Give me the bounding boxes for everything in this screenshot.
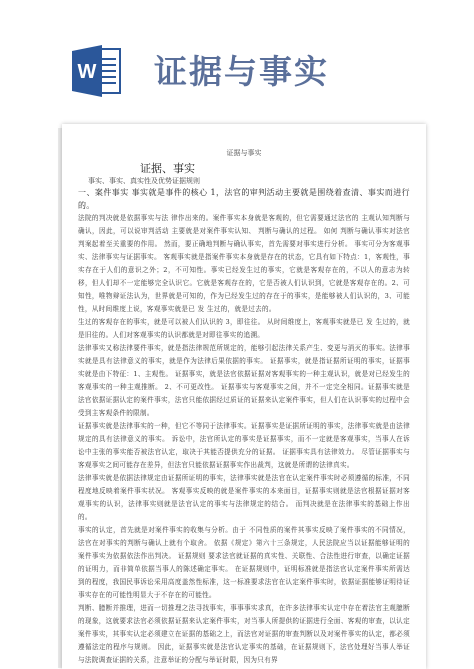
page-heading: 证据、事实: [140, 162, 195, 175]
document-body: [78, 186, 410, 667]
paragraph: 事实的认定，首先就是对案件事实的收集与分析。由于 不同性质的案件其事实反映了案件事实的不同情况，法官在对事实的判断与确认上就有个取舍。 依据《规定》第六十三条规定，人民法院应当以证据能够证明的案件事实为依据依法作出判决。 证据规则 要求法官就证据的真实性、关联性、合法性进行审查，以确定证据的证明力，而非简单依据当事人的陈述确定事实。 在证据规则中，证明标准就是指法官认定案件事实所需达到的程度，我国民事诉讼采用高度盖然性标准，这一标准要求法官在认定案件事实时，依据证据能够证明待证事实存在的可能性明显大于不存在的可能性。: [78, 526, 410, 599]
running-header: 证据与事实: [226, 149, 262, 157]
svg-text:W: W: [77, 61, 97, 83]
paragraph: 生过的客观存在的事实，就是可以被人们认识的 3，即往往。 从时间维度上，客观事实就是已 发 生过的，就是旧往的。人们对客观事实的认识都就是对即往事实的追溯。: [78, 318, 410, 339]
paragraph: 法律事实又称法律要件事实，就是指法律规范所规定的，能够引起法律关系产生、变更与消灭的事实。法律事实就是具有法律意义的事实，就是作为法律后果依据的事实。 证据事实，就是指证据所证明的事实，证据事实就是由下特征：1、主观性。 证据事实，就是法官依据证据对客观事实的一种主观认识，就是对已经发生的客观事实的一种主观推断。 2、不可更改性。 证据事实与客观事实之间，并不一定完全相同。证据事实就是法官依据证据认定的案件事实，法官只能依据经过质证的证据来认定案件事实，但人们在认识事实的过程中会受到主客观条件的限制。: [78, 344, 410, 417]
paragraph: 证据事实就是法律事实的一种，但它不等同于法律事实。证据事实是证据所证明的事实，法律事实就是由法律规定的具有法律意义的事实。 诉讼中，法官所认定的事实是证据事实，而不一定就是客观事实，当事人在诉讼中主张的事实能否被法官认定，取决于其能否提供充分的证据。 证据事实具有法律效力。 尽管证据事实与客观事实之间可能存在差异，但法官只能依据证据事实作出裁判，这就是所谓的法律真实。: [78, 422, 410, 469]
paragraph: 判断、臆断并推理，进而一切推理之法寻找事实，事事事实求真，在许多法律事实认定中存在着法官主观臆断的现象，这就要求法官必须依据证据来认定案件事实，对当事人所提供的证据进行全面、客观的审查，以认定案件事实，其事实认定必须建立在证据的基础之上，而法官对证据的审查判断以及对案件事实的认定，都必须遵循法定的程序与规则。 因此，证据事实就是法官认定事实的基础，在证据规则下，法官处理好当事人举证与法院调查证据的关系，注意举证的分配与举证时限，因为只有界: [78, 604, 410, 664]
document-title: 证据与事实: [154, 52, 329, 91]
word-icon: [72, 43, 122, 99]
document-page: [62, 124, 426, 669]
paragraph: 法律事实就是依据法律规定由证据所证明的事实，法律事实就是法官在认定案件事实时必须遵循的标准，不同程度地反映着案件事实状况。 客观事实反映的就是案件事实的本来面目，证据事实则就是法官根据证据对客观事实的认识，法律事实则就是法官认定的事实与法律规定的结合。 而判决就是在法律事实的基础上作出的。: [78, 474, 410, 521]
paragraph: 法院的判决就是依据事实与法 律作出来的。案件事实本身就是客观的，但它需要通过法官的 主观认知判断与确认，因此，可以说审判活动 主要就是对案件事实认知、 判断与确认的过程。 如何 判断与确认事实对法官判案起着至关重要的作用。 然而，要正确地判断与确认事实，首先需要对事实进行分析。 事实可分为客观事实、法律事实与证据事实。 客观事实就是指案件事实本身就是存在的状态，它具有如下特点：1，客观性，事实存在于人们的意识之外；2，不可知性。事实已经发生过的事实，它就是客观存在的，不以人的意志为转移，但人们却不一定能够完全认识它。它就是客观存在的，它是否被人们认识到，它就是客观存在的。2、可知性，唯物辩证法认为，世界就是可知的，作为已经发生过的存在于的事实，是能够被人们认识的，3、可能性，从时间维度上说，客观事实就是已 发 生过的，就是过去的。: [78, 214, 410, 313]
document-banner: [0, 0, 474, 118]
page-subtitle: 事实、事实、真实性及优势证据规则: [88, 177, 200, 185]
paragraph: 一、案件事实 事实就是事件的核心 1，法官的审判活动主要就是围绕着查清、事实而进行的。: [78, 188, 410, 210]
